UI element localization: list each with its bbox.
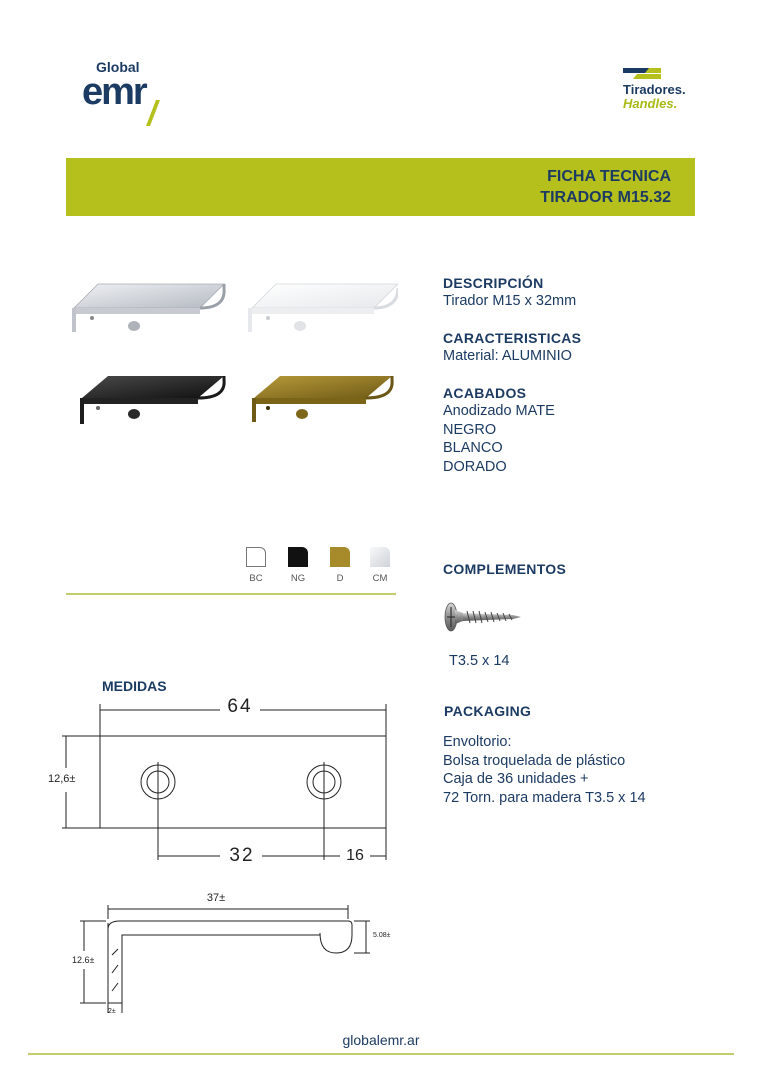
swatch-d [330, 547, 350, 567]
screw-label: T3.5 x 14 [449, 653, 510, 669]
handle-white-photo [248, 284, 398, 332]
handles-text-en: Handles. [623, 96, 678, 111]
handles-text-es: Tiradores. [623, 82, 686, 97]
swatch-ng-chip [288, 547, 308, 567]
description-text: Tirador M15 x 32mm [443, 293, 577, 309]
finishes-list [443, 402, 555, 476]
handle-silver-photo [72, 284, 224, 332]
characteristics-title: CARACTERISTICAS [443, 330, 582, 346]
divider-line [66, 593, 396, 595]
finish-item: NEGRO [443, 421, 497, 438]
packaging-title: PACKAGING [444, 703, 532, 719]
logo-emr-text: emr [82, 71, 146, 113]
swatch-label-cm: CM [372, 573, 388, 584]
screw-icon [443, 600, 523, 634]
dim-lip: 5.08± [373, 932, 391, 939]
dim-thickness: 2± [108, 1008, 116, 1015]
finish-item: DORADO [443, 458, 507, 475]
dim-profile-height: 12.6± [72, 955, 95, 965]
packaging-line: 72 Torn. para madera T3.5 x 14 [443, 789, 646, 806]
swatch-d-chip [330, 547, 350, 567]
handle-black-photo [80, 376, 224, 424]
finish-item: BLANCO [443, 440, 503, 456]
product-photos [68, 276, 398, 436]
characteristics-text: Material: ALUMINIO [443, 348, 572, 364]
packaging-line: Envoltorio: [443, 734, 512, 750]
dim-spacing: 32 [229, 845, 255, 866]
complements-title: COMPLEMENTOS [443, 561, 567, 577]
packaging-line: Bolsa troquelada de plástico [443, 752, 626, 769]
finishes-title: ACABADOS [443, 385, 527, 401]
measures-title: MEDIDAS [102, 678, 167, 694]
footer-url[interactable]: globalemr.ar [342, 1032, 420, 1048]
swatch-cm [370, 547, 390, 567]
swatch-label-bc: BC [249, 573, 263, 584]
swatch-ng [288, 547, 308, 567]
dim-edge: 16 [346, 847, 364, 864]
swatch-cm-chip [370, 547, 390, 567]
swatch-bc [246, 547, 266, 567]
finish-item: Anodizado MATE [443, 403, 555, 419]
dim-profile-width: 37± [206, 892, 226, 904]
handles-logo-icon [623, 68, 661, 80]
packaging-list [443, 733, 646, 807]
swatch-label-ng: NG [290, 573, 306, 584]
handle-gold-photo [252, 376, 392, 422]
swatch-bc-chip [246, 547, 266, 567]
dim-height: 12,6± [48, 773, 76, 785]
profile-drawing [70, 895, 400, 1025]
dim-length: 64 [227, 696, 253, 717]
banner-title: FICHA TECNICA [547, 168, 671, 185]
logo-slash-icon [146, 100, 160, 126]
footer-line [28, 1053, 734, 1055]
swatch-label-d: D [336, 573, 344, 584]
banner-subtitle: TIRADOR M15.32 [540, 189, 671, 206]
description-title: DESCRIPCIÓN [443, 275, 544, 291]
title-banner [66, 158, 695, 216]
packaging-line: Caja de 36 unidades + [443, 771, 589, 787]
logo-global-text: Global [96, 59, 140, 75]
